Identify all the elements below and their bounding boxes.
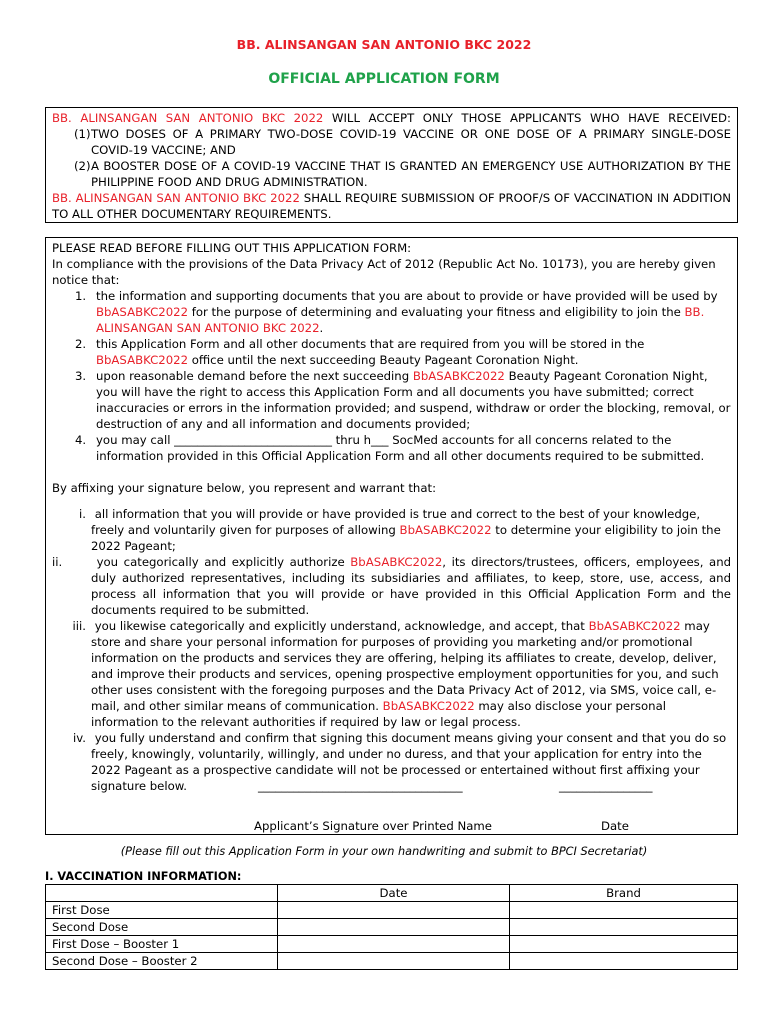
vaccine-notice-box <box>45 107 738 223</box>
vaccination-table <box>45 884 738 970</box>
item-text: , its directors/trustees, officers, employees, and duly authorized representatives, including its subsidiaries and affiliates, to keep, store, use, access, and process all information that you will provide or have provided in this Official Application Form and the documents required to be submitted. <box>91 555 732 617</box>
item-text: upon reasonable demand before the next succeeding <box>96 369 413 383</box>
vaccine-notice-intro <box>52 110 731 126</box>
table-row <box>46 953 738 970</box>
dose-label: First Dose – Booster 1 <box>46 936 278 953</box>
privacy-item-1 <box>52 288 731 336</box>
table-row <box>46 919 738 936</box>
warranty-item-iii <box>52 618 731 730</box>
item-number: iii. <box>72 619 86 633</box>
item-text: . <box>319 321 324 335</box>
vaccination-section-title: I. VACCINATION INFORMATION: <box>45 870 242 883</box>
event-name: BB. ALINSANGAN SAN ANTONIO BKC 2022 <box>52 111 324 125</box>
item-text: may store and share your personal information for purposes of providing you marketing and/or promotional information on the products and services they are offering, helping its affiliates to create, develop, deliver, and improve their products and services, opening prospective employment opportunities for you, and such other uses consistent with the foregoing purposes and the Data Privacy Act of 2012, via SMS, voice call, e-mail, and other similar means of communication. <box>91 619 719 713</box>
date-cell[interactable] <box>278 919 510 936</box>
date-cell[interactable] <box>278 953 510 970</box>
org-code: BbASABKC2022 <box>412 369 505 383</box>
applicant-signature-line[interactable]: ___________________________________ <box>258 779 463 793</box>
item-text: the information and supporting documents that you are about to provide or have provided will be used by <box>96 289 718 303</box>
privacy-item-4 <box>52 432 731 464</box>
privacy-item-3 <box>52 368 731 432</box>
privacy-notice-box <box>45 237 738 835</box>
item-text: office until the next succeeding Beauty Pageant Coronation Night. <box>188 353 579 367</box>
item-number: (2) <box>74 159 91 173</box>
warranty-item-i <box>52 506 731 554</box>
org-code: BbASABKC2022 <box>350 555 443 569</box>
date-signature-line[interactable]: ________________ <box>559 779 653 793</box>
item-number: ii. <box>52 555 63 569</box>
table-row <box>46 902 738 919</box>
column-header-date: Date <box>278 885 510 902</box>
vaccine-notice-closing <box>52 190 731 222</box>
brand-cell[interactable] <box>510 953 738 970</box>
item-text: you categorically and explicitly authorize <box>96 555 351 569</box>
table-header-row <box>46 885 738 902</box>
privacy-heading: PLEASE READ BEFORE FILLING OUT THIS APPLICATION FORM: <box>52 241 412 255</box>
privacy-intro: In compliance with the provisions of the Data Privacy Act of 2012 (Republic Act No. 10173), you are hereby given notice that: <box>52 257 716 287</box>
item-number: 2. <box>75 337 87 351</box>
org-code: BbASABKC2022 <box>399 523 492 537</box>
item-text: you likewise categorically and explicitly understand, acknowledge, and accept, that <box>94 619 589 633</box>
warranty-intro: By affixing your signature below, you represent and warrant that: <box>52 481 437 495</box>
brand-cell[interactable] <box>510 902 738 919</box>
vaccine-requirement-2 <box>52 158 731 190</box>
item-number: iv. <box>73 731 86 745</box>
date-label: Date <box>601 819 629 833</box>
column-header-dose <box>46 885 278 902</box>
date-cell[interactable] <box>278 936 510 953</box>
date-cell[interactable] <box>278 902 510 919</box>
event-name: BB. ALINSANGAN SAN ANTONIO BKC 2022 <box>52 191 300 205</box>
dose-label: First Dose <box>46 902 278 919</box>
vaccine-notice-closing-text: SHALL REQUIRE SUBMISSION OF PROOF/S OF VACCINATION IN ADDITION TO ALL OTHER DOCUMENTARY REQUIREMENTS. <box>52 191 731 221</box>
vaccine-requirement-1 <box>52 126 731 158</box>
table-row <box>46 936 738 953</box>
applicant-signature-label: Applicant’s Signature over Printed Name <box>254 819 492 833</box>
vaccine-notice-intro-text: WILL ACCEPT ONLY THOSE APPLICANTS WHO HAVE RECEIVED: <box>323 111 731 125</box>
item-text: all information that you will provide or have provided is true and correct to the best of your knowledge, freely and voluntarily given for purposes of allowing <box>91 507 701 537</box>
org-code: BbASABKC2022 <box>382 699 475 713</box>
org-code: BbASABKC2022 <box>588 619 681 633</box>
signature-block <box>46 778 727 833</box>
warranty-item-ii <box>52 554 731 618</box>
org-code: BbASABKC2022 <box>96 305 189 319</box>
event-name: BB. ALINSANGAN SAN ANTONIO BKC 2022 <box>96 305 705 335</box>
item-text: you may call ___________________________ thru h___ SocMed accounts for all concerns related to the information provided in this Official Application Form and all other documents required to be submitted. <box>96 433 705 463</box>
column-header-brand: Brand <box>510 885 738 902</box>
item-text: TWO DOSES OF A PRIMARY TWO-DOSE COVID-19 VACCINE OR ONE DOSE OF A PRIMARY SINGLE-DOSE COVID-19 VACCINE; AND <box>91 127 731 157</box>
item-number: 1. <box>75 289 87 303</box>
dose-label: Second Dose <box>46 919 278 936</box>
item-text: this Application Form and all other documents that are required from you will be stored in the <box>96 337 645 351</box>
instruction-note: (Please fill out this Application Form in your own handwriting and submit to BPCI Secretariat) <box>120 845 648 858</box>
item-text: Beauty Pageant Coronation Night, you will have the right to access this Application Form and all documents you have submitted; correct inaccuracies or errors in the information provided; and suspend, withdraw or order the blocking, removal, or destruction of any and all information and documents provided; <box>96 369 731 431</box>
item-number: i. <box>79 507 86 521</box>
item-number: 4. <box>75 433 87 447</box>
item-number: 3. <box>75 369 87 383</box>
item-text: for the purpose of determining and evaluating your fitness and eligibility to join the <box>188 305 685 319</box>
brand-cell[interactable] <box>510 919 738 936</box>
item-text: to determine your eligibility to join the 2022 Pageant; <box>91 523 721 553</box>
item-text: A BOOSTER DOSE OF A COVID-19 VACCINE THAT IS GRANTED AN EMERGENCY USE AUTHORIZATION BY THE PHILIPPINE FOOD AND DRUG ADMINISTRATION. <box>91 159 731 189</box>
event-title: BB. ALINSANGAN SAN ANTONIO BKC 2022 <box>236 37 532 52</box>
org-code: BbASABKC2022 <box>96 353 189 367</box>
item-text: you fully understand and confirm that signing this document means giving your consent and that you do so freely, knowingly, voluntarily, willingly, and under no duress, and that your application for entry into the 2022 Pageant as a prospective candidate will not be processed or entertained without first affixing your signature below. <box>91 731 727 793</box>
brand-cell[interactable] <box>510 936 738 953</box>
item-text: may also disclose your personal information to the relevant authorities if required by law or legal process. <box>91 699 666 729</box>
privacy-item-2 <box>52 336 731 368</box>
dose-label: Second Dose – Booster 2 <box>46 953 278 970</box>
form-title: OFFICIAL APPLICATION FORM <box>268 71 500 87</box>
item-number: (1) <box>74 127 91 141</box>
